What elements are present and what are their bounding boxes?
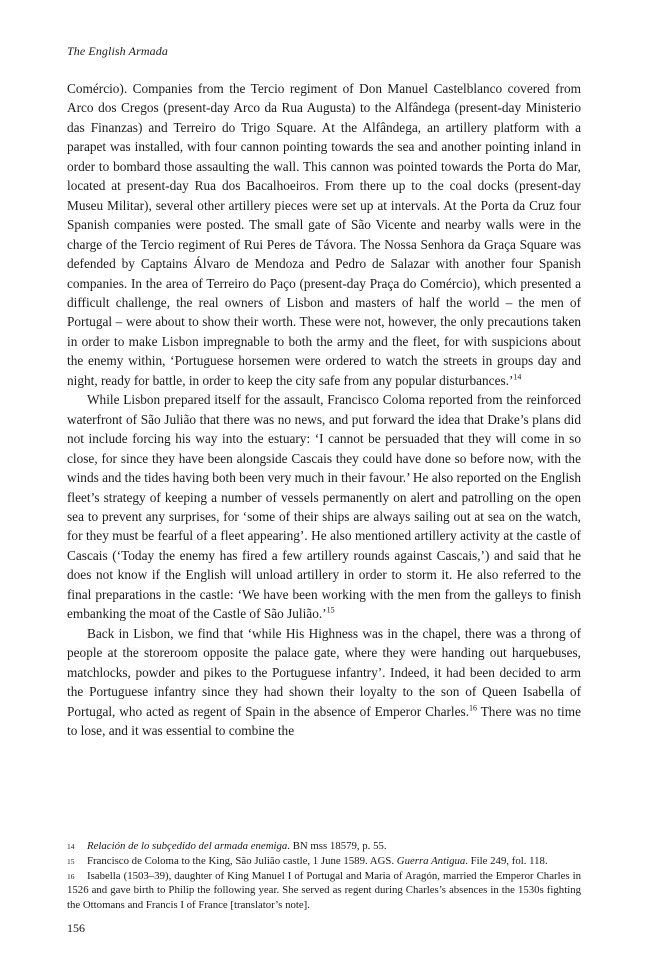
paragraph-3-text: Back in Lisbon, we find that ‘while His Highness was in the chapel, there was a throng of people at the storeroom opposite the palace gate, where they were handing out harquebuses, matchlocks, powder and pikes to the Portuguese infantry’. Indeed, it had been decided to arm the Portuguese infantry since they had shown their loyalty to the son of Queen Isabella of Portugal, who acted as regent of Spain in the absence of Emperor Charles. xyxy=(67,625,581,719)
footnote-number: 15 xyxy=(67,856,75,866)
footnote-number: 14 xyxy=(67,842,75,851)
footnote-text: . File 249, fol. 118. xyxy=(465,854,548,867)
footnotes xyxy=(67,839,581,913)
paragraph-3 xyxy=(67,624,581,741)
footnote-ref-16[interactable]: 16 xyxy=(469,703,478,713)
footnote-14 xyxy=(67,839,581,854)
footnote-16 xyxy=(67,869,581,913)
footnote-15 xyxy=(67,854,581,869)
footnote-text: Francisco de Coloma to the King, São Julião castle, 1 June 1589. AGS. xyxy=(87,854,397,867)
paragraph-1-text: Comércio). Companies from the Tercio regiment of Don Manuel Castelblanco covered from Arco dos Cregos (present-day Arco da Rua Augusta) to the Alfândega (present-day Ministerio das Finanzas) and Terreiro do Trigo Square. At the Alfândega, an artillery platform with a parapet was installed, with four cannon pointing towards the sea and another pointing inland in order to bombard those assaulting the wall. This cannon was pointed towards the Porta do Mar, located at present-day Rua dos Bacalhoeiros. From there up to the coal docks (present-day Museu Militar), several other artillery pieces were set up at intervals. At the Porta da Cruz four Spanish companies were posted. The small gate of São Vicente and nearby walls were in the charge of the Tercio regiment of Rui Peres de Távora. The Nossa Senhora da Graça Square was defended by Captains Álvaro de Mendoza and Pedro de Salazar with another four Spanish companies. In the area of Terreiro do Paço (present-day Praça do Comércio), which presented a difficult challenge, the real owners of Lisbon and masters of half the world – the men of Portugal – were about to show their worth. These were not, however, the only precautions taken in order to make Lisbon impregnable to both the army and the fleet, for with suspicions about the enemy within, ‘Portuguese horsemen were ordered to watch the streets in groups day and night, ready for battle, in order to keep the city safe from any popular disturbances.’ xyxy=(67,81,581,388)
paragraph-1 xyxy=(67,79,581,390)
page-number: 156 xyxy=(67,921,85,935)
footnote-text: Isabella (1503–39), daughter of King Manuel I of Portugal and Maria of Aragón, married the Emperor Charles in 1526 and gave birth to Philip the following year. She served as regent during Charles’s absences in the 1530s fighting the Ottomans and Francis I of France [translator’s note]. xyxy=(67,869,581,912)
footnote-ref-14[interactable]: 14 xyxy=(513,372,522,382)
footnote-ref-15[interactable]: 15 xyxy=(326,605,335,615)
footnote-text: . BN mss 18579, p. 55. xyxy=(287,840,387,852)
footnote-number: 16 xyxy=(67,871,75,881)
body-text xyxy=(67,79,581,740)
footnote-source-title: Guerra Antigua xyxy=(396,854,466,867)
running-head: The English Armada xyxy=(67,44,168,58)
paragraph-2 xyxy=(67,390,581,623)
paragraph-3-text-continued: There was no time to lose, and it was essential to combine the xyxy=(67,703,581,738)
paragraph-2-text: While Lisbon prepared itself for the assault, Francisco Coloma reported from the reinforced waterfront of São Julião that there was no news, and put forward the idea that Drake’s plans did not include forcing his way into the estuary: ‘I cannot be persuaded that they will come in so close, for since they have been alongside Cascais they could have done so before now, with the winds and the tides having both been very much in their favour.’ He also reported on the English fleet’s strategy of keeping a number of vessels permanently on alert and patrolling on the open sea to prevent any surprises, for ‘some of their ships are always sailing out at sea on the watch, for they must be fearful of a fleet appearing’. He also mentioned artillery activity at the castle of Cascais (‘Today the enemy has fired a few artillery rounds against Cascais,’) and said that he does not know if the English will unload artillery in order to storm it. He also referred to the final preparations in the castle: ‘We have been working with the men from the galleys to finish embanking the moat of the Castle of São Julião.’ xyxy=(67,392,581,622)
footnote-source-title: Relación de lo subçedido del armada enemiga xyxy=(87,840,288,852)
